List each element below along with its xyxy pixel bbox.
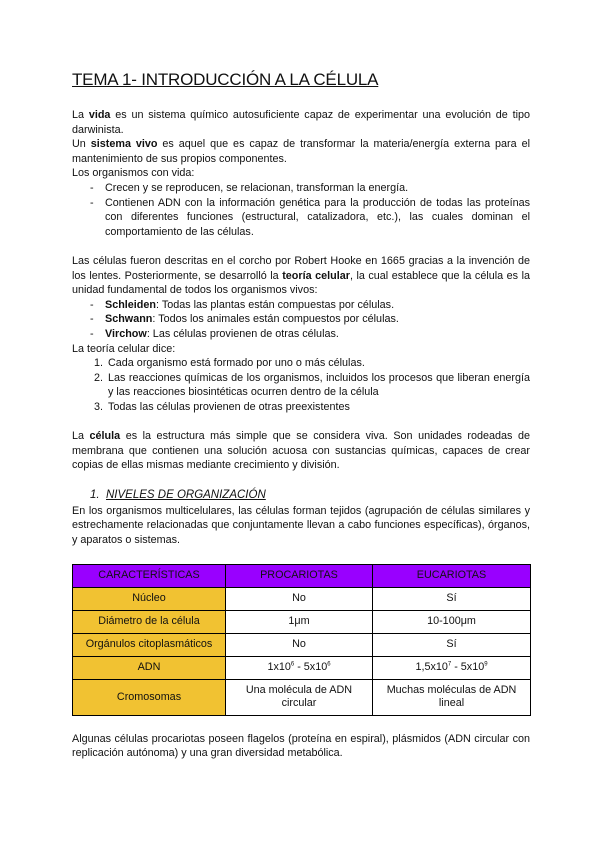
- table-row: [73, 610, 531, 633]
- celula-pre: La: [72, 430, 90, 443]
- celula-term: célula: [89, 430, 121, 443]
- table-cell: 1μm: [226, 610, 373, 633]
- table-cell: No: [226, 633, 373, 656]
- organismos-list: [72, 181, 530, 239]
- vida-pre: La: [72, 109, 89, 121]
- list-item: - Crecen y se reproducen, se relacionan, transforman la energía.: [90, 181, 530, 196]
- section-title: NIVELES DE ORGANIZACIÓN: [106, 488, 266, 501]
- list-item: [90, 312, 530, 327]
- section-number: 1.: [90, 488, 100, 501]
- list-item: - Contienen ADN con la información genética para la producción de todas las proteínas con diferentes funciones (estructural, catalizadora, etc.), las cuales dominan el comportamiento de las células.: [90, 196, 530, 240]
- dna-value: 1x10: [267, 661, 291, 674]
- list-item: [90, 327, 530, 342]
- table-cell: Sí: [373, 587, 531, 610]
- paragraph-gap: [72, 414, 530, 429]
- table-cell: Una molécula de ADN circular: [226, 679, 373, 715]
- row-label: Diámetro de la célula: [73, 610, 226, 633]
- dna-value: - 5x10: [451, 661, 485, 674]
- scientist-text: : Las células provienen de otras células.: [146, 327, 339, 340]
- page-title: TEMA 1- INTRODUCCIÓN A LA CÉLULA: [72, 70, 379, 89]
- vida-rest: es un sistema químico autosuficiente capaz de experimentar una evolución de tipo darwinista.: [72, 109, 531, 136]
- dna-value: - 5x10: [294, 661, 328, 674]
- niveles-paragraph: En los organismos multicelulares, las células forman tejidos (agrupación de células similares y estrechamente relacionadas que conjuntamente llevan a cabo funciones específicas), órganos, y aparatos o sistemas.: [72, 504, 530, 547]
- celula-definition: [72, 429, 530, 473]
- sistema-pre: Un: [72, 138, 91, 151]
- exponent: 9: [484, 661, 488, 668]
- table-row: [73, 679, 531, 715]
- table-row: [73, 587, 531, 610]
- scientist-text: : Todos los animales están compuestos por células.: [152, 313, 399, 326]
- table-cell: [226, 656, 373, 679]
- organismos-label: Los organismos con vida:: [72, 167, 195, 180]
- row-label: Cromosomas: [73, 679, 226, 715]
- document-page: [72, 70, 530, 761]
- row-label: Núcleo: [73, 587, 226, 610]
- table-header-cell: EUCARIOTAS: [373, 564, 531, 587]
- comparison-table: [72, 564, 531, 716]
- table-header-cell: PROCARIOTAS: [226, 564, 373, 587]
- table-row: [73, 633, 531, 656]
- vida-term: vida: [88, 109, 111, 121]
- table-row: [73, 656, 531, 679]
- teoria-pre: Las células fueron descritas en el corcho por Robert Hooke en 1665 gracias a la invención de los lentes. Posteriormente, se desarrolló la: [72, 254, 530, 282]
- dna-value: 1,5x10: [415, 661, 448, 674]
- exponent: 6: [290, 661, 295, 668]
- table-cell: Muchas moléculas de ADN lineal: [373, 679, 531, 715]
- scientist-name: Schleiden: [105, 298, 157, 311]
- table-cell: No: [226, 587, 373, 610]
- table-cell: 10-100μm: [373, 610, 531, 633]
- teoria-term: teoría celular: [282, 269, 350, 282]
- teoria-celular-paragraph: [72, 254, 530, 298]
- table-header-cell: CARACTERÍSTICAS: [73, 564, 226, 587]
- table-cell: [373, 656, 531, 679]
- paragraph-gap: [72, 239, 530, 254]
- sistema-rest: es aquel que es capaz de transformar la materia/energía externa para el mantenimiento de sus propios componentes.: [72, 138, 530, 165]
- scientist-name: Virchow: [105, 327, 147, 340]
- list-item: 2. Las reacciones químicas de los organismos, incluidos los procesos que liberan energía y las reacciones biosintéticas ocurren dentro de la célula: [106, 371, 530, 400]
- celula-rest: es la estructura más simple que se considera viva. Son unidades rodeadas de membrana que contienen una solución acuosa con sustancias químicas, capaces de crear copias de ellas mismas mediante crecimiento y división.: [72, 430, 530, 472]
- list-item: 1. Cada organismo está formado por uno o más células.: [106, 356, 530, 371]
- table-header-row: [73, 564, 531, 587]
- scientist-text: : Todas las plantas están compuestas por células.: [156, 298, 395, 311]
- section-heading: [90, 489, 530, 501]
- scientist-name: Schwann: [105, 313, 153, 326]
- row-label: ADN: [73, 656, 226, 679]
- vida-definition: [72, 108, 530, 137]
- row-label: Orgánulos citoplasmáticos: [73, 633, 226, 656]
- exponent: 6: [327, 661, 331, 668]
- cientificos-list: [72, 298, 530, 342]
- sistema-term: sistema vivo: [90, 138, 158, 151]
- teoria-rest: , la cual establece que la célula es la unidad fundamental de todos los organismos vivos:: [72, 269, 530, 297]
- exponent: 7: [447, 661, 452, 668]
- teoria-dice-label: La teoría celular dice:: [72, 342, 176, 355]
- teoria-dice-list: [72, 356, 530, 414]
- list-item: 3. Todas las células provienen de otras preexistentes: [106, 400, 530, 415]
- list-item: [90, 298, 530, 313]
- sistema-vivo-definition: [72, 137, 530, 166]
- closing-paragraph: Algunas células procariotas poseen flagelos (proteína en espiral), plásmidos (ADN circular con replicación autónoma) y una gran diversidad metabólica.: [72, 732, 530, 760]
- table-cell: Sí: [373, 633, 531, 656]
